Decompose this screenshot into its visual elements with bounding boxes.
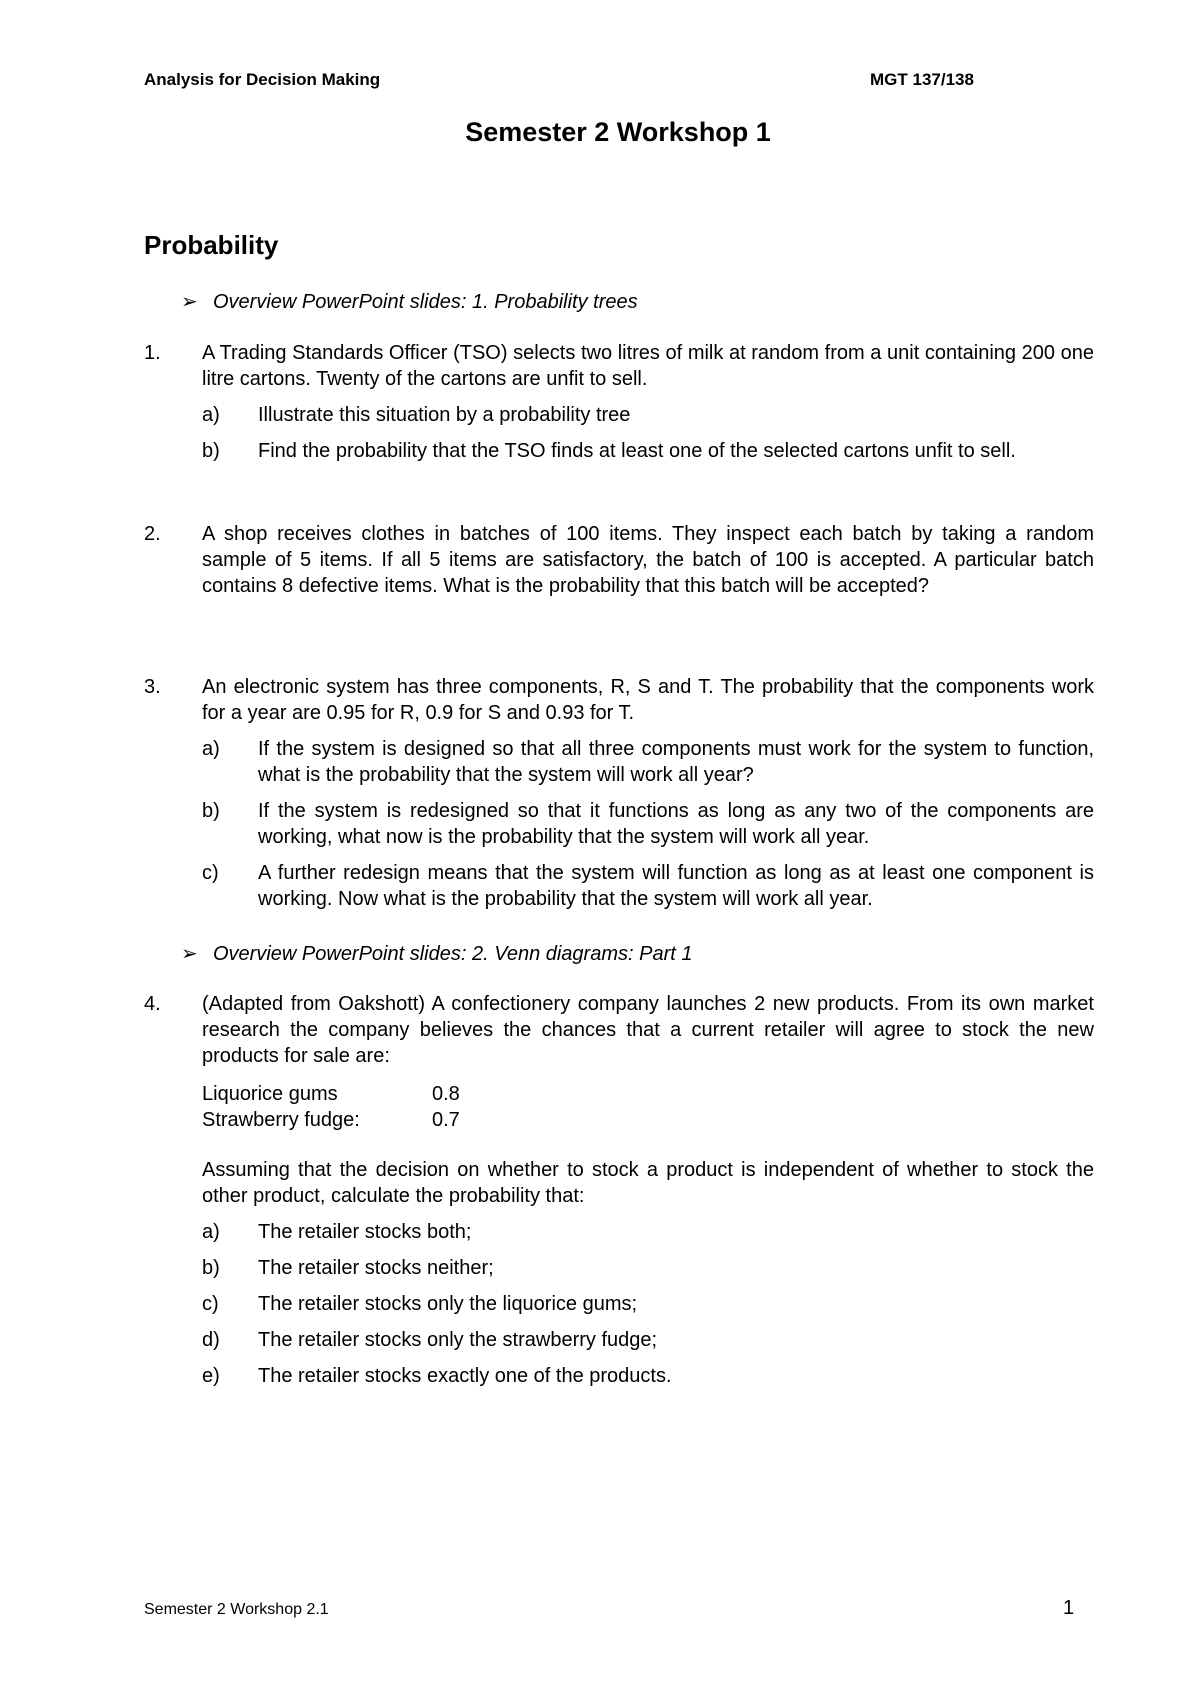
question-text: A shop receives clothes in batches of 100 items. They inspect each batch by taking a random sample of 5 items. If all 5 items are satisfactory, the batch of 100 is accepted. A particular batch contains 8 defective items. What is the probability that this batch will be accepted? [202, 523, 1094, 597]
overview-bullet-2-text: Overview PowerPoint slides: 2. Venn diagrams: Part 1 [213, 943, 693, 965]
sub-question-letter: a) [202, 404, 220, 426]
sub-question-e [202, 1363, 1094, 1389]
sub-question-letter: a) [202, 738, 220, 760]
sub-question-letter: e) [202, 1365, 220, 1387]
question-number: 1. [144, 342, 161, 364]
question-1 [144, 340, 1094, 464]
product-probability: 0.7 [432, 1109, 460, 1131]
sub-question-letter: b) [202, 1257, 220, 1279]
header-module-code: MGT 137/138 [870, 70, 974, 89]
sub-question-c [202, 860, 1094, 912]
sub-question-letter: d) [202, 1329, 220, 1351]
page-number: 1 [1063, 1597, 1075, 1619]
sub-question-text: Illustrate this situation by a probability tree [258, 404, 631, 426]
question-number: 4. [144, 993, 161, 1015]
sub-question-b [202, 438, 1094, 464]
sub-question-a [202, 1219, 1094, 1245]
question-2 [144, 521, 1094, 599]
footer-document-name: Semester 2 Workshop 2.1 [144, 1601, 329, 1618]
question-text: An electronic system has three components, R, S and T. The probability that the components work for a year are 0.95 for R, 0.9 for S and 0.93 for T. [202, 676, 1094, 724]
sub-question-b [202, 1255, 1094, 1281]
product-name: Strawberry fudge: [202, 1109, 360, 1131]
arrow-bullet-icon: ➢ [181, 943, 198, 965]
question-4 [144, 991, 1094, 1389]
sub-question-a [202, 736, 1094, 788]
question-paragraph: Assuming that the decision on whether to stock a product is independent of whether to stock the other product, calculate the probability that: [202, 1159, 1094, 1207]
overview-bullet-1 [181, 289, 638, 314]
sub-question-letter: c) [202, 862, 219, 884]
question-3 [144, 674, 1094, 912]
product-row [202, 1107, 1094, 1133]
header-course-title: Analysis for Decision Making [144, 70, 381, 89]
sub-question-letter: b) [202, 800, 220, 822]
sub-question-text: The retailer stocks neither; [258, 1257, 494, 1279]
sub-question-letter: c) [202, 1293, 219, 1315]
product-probability-table [202, 1081, 1094, 1133]
sub-question-letter: b) [202, 440, 220, 462]
product-row [202, 1081, 1094, 1107]
sub-question-text: If the system is redesigned so that it functions as long as any two of the components are working, what now is the probability that the system will work all year. [258, 800, 1094, 848]
sub-question-text: If the system is designed so that all three components must work for the system to function, what is the probability that the system will work all year? [258, 738, 1094, 786]
sub-question-b [202, 798, 1094, 850]
question-number: 3. [144, 676, 161, 698]
sub-question-letter: a) [202, 1221, 220, 1243]
arrow-bullet-icon: ➢ [181, 291, 198, 313]
sub-question-text: The retailer stocks only the liquorice gums; [258, 1293, 638, 1315]
product-probability: 0.8 [432, 1083, 460, 1105]
product-name: Liquorice gums [202, 1083, 338, 1105]
sub-question-text: A further redesign means that the system will function as long as at least one component is working. Now what is the probability that the system will work all year. [258, 862, 1094, 910]
question-text: (Adapted from Oakshott) A confectionery company launches 2 new products. From its own market research the company believes the chances that a current retailer will agree to stock the new products for sale are: [202, 993, 1094, 1067]
sub-question-a [202, 402, 1094, 428]
sub-question-text: The retailer stocks both; [258, 1221, 472, 1243]
section-heading: Probability [144, 230, 279, 260]
question-number: 2. [144, 523, 161, 545]
sub-question-d [202, 1327, 1094, 1353]
sub-question-text: Find the probability that the TSO finds at least one of the selected cartons unfit to sell. [258, 440, 1016, 462]
overview-bullet-2 [181, 941, 692, 966]
document-title: Semester 2 Workshop 1 [465, 117, 771, 147]
sub-question-c [202, 1291, 1094, 1317]
sub-question-text: The retailer stocks exactly one of the products. [258, 1365, 672, 1387]
question-text: A Trading Standards Officer (TSO) selects two litres of milk at random from a unit containing 200 one litre cartons. Twenty of the cartons are unfit to sell. [202, 342, 1094, 390]
sub-question-text: The retailer stocks only the strawberry fudge; [258, 1329, 658, 1351]
overview-bullet-1-text: Overview PowerPoint slides: 1. Probability trees [213, 291, 638, 313]
